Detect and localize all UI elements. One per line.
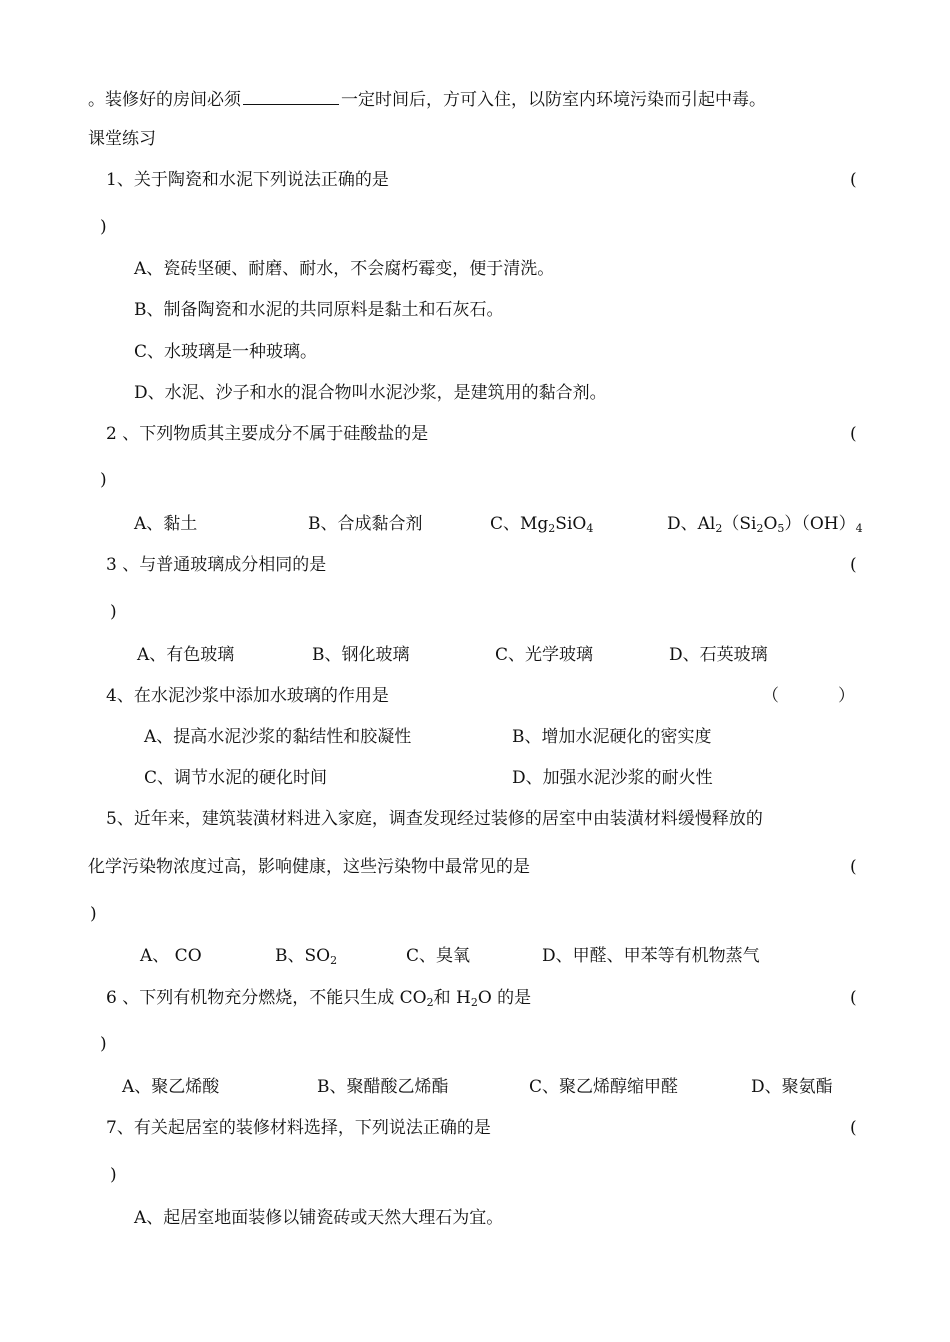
question-1-option-c: C、水玻璃是一种玻璃。	[134, 342, 318, 362]
question-5-option-b: B、$SO_2$	[275, 946, 338, 967]
section-title: 课堂练习	[88, 129, 156, 149]
answer-paren-close: )	[90, 904, 97, 924]
question-3-stem: 3 、与普通玻璃成分相同的是	[106, 555, 327, 575]
answer-paren-open: （	[762, 686, 779, 706]
answer-paren-close: )	[100, 1034, 107, 1054]
question-1-stem: 1、关于陶瓷和水泥下列说法正确的是	[106, 170, 389, 190]
question-2-stem: 2 、下列物质其主要成分不属于硅酸盐的是	[106, 424, 429, 444]
question-7-option-a: A、起居室地面装修以铺瓷砖或天然大理石为宜。	[134, 1208, 504, 1228]
intro-text-before: 。装修好的房间必须	[88, 90, 241, 110]
answer-paren-close: )	[110, 1165, 117, 1185]
question-2-option-d: D、$Al_2(Si_2O_5)(OH)_4$	[667, 514, 863, 535]
answer-paren-close: )	[110, 602, 117, 622]
question-4-stem: 4、在水泥沙浆中添加水玻璃的作用是	[106, 686, 389, 706]
answer-paren-open: (	[850, 1118, 857, 1138]
answer-paren-open: (	[850, 424, 857, 444]
question-6-stem: 6 、下列有机物充分燃烧，不能只生成 $CO_2$和 $H_2O$ 的是	[106, 988, 532, 1009]
answer-paren-open: (	[850, 555, 857, 575]
question-6-option-a: A、聚乙烯酸	[122, 1077, 220, 1097]
answer-paren-open: (	[850, 170, 857, 190]
question-2-option-a: A、黏土	[134, 514, 198, 534]
question-5-option-c: C、臭氧	[406, 946, 471, 966]
intro-line	[88, 88, 766, 111]
question-6-option-b: B、聚醋酸乙烯酯	[317, 1077, 449, 1097]
answer-paren-close: )	[100, 470, 107, 490]
answer-paren-open: (	[850, 857, 857, 877]
question-5-stem-line-1: 5、近年来，建筑装潢材料进入家庭，调查发现经过装修的居室中由装潢材料缓慢释放的	[106, 809, 763, 829]
answer-paren-close: ）	[838, 686, 855, 706]
question-4-option-c: C、调节水泥的硬化时间	[144, 768, 328, 788]
question-2-option-c: C、$Mg_2SiO_4$	[490, 514, 594, 535]
answer-paren-open: (	[850, 988, 857, 1008]
question-6-option-d: D、聚氨酯	[751, 1077, 833, 1097]
question-6-option-c: C、聚乙烯醇缩甲醛	[529, 1077, 679, 1097]
question-5-option-a: A、 CO	[140, 946, 202, 966]
question-5-option-d: D、甲醛、甲苯等有机物蒸气	[542, 946, 760, 966]
question-4-option-b: B、增加水泥硬化的密实度	[512, 727, 712, 747]
intro-text-after: 一定时间后，方可入住，以防室内环境污染而引起中毒。	[341, 90, 766, 110]
fill-blank	[243, 88, 339, 105]
question-1-option-b: B、制备陶瓷和水泥的共同原料是黏土和石灰石。	[134, 300, 504, 320]
question-1-option-a: A、瓷砖坚硬、耐磨、耐水，不会腐朽霉变，便于清洗。	[134, 259, 555, 279]
question-3-option-a: A、有色玻璃	[137, 645, 235, 665]
answer-paren-close: )	[100, 217, 107, 237]
question-7-stem: 7、有关起居室的装修材料选择，下列说法正确的是	[106, 1118, 491, 1138]
question-3-option-c: C、光学玻璃	[495, 645, 594, 665]
question-2-option-b: B、合成黏合剂	[308, 514, 423, 534]
question-1-option-d: D、水泥、沙子和水的混合物叫水泥沙浆，是建筑用的黏合剂。	[134, 383, 607, 403]
question-5-stem-line-2: 化学污染物浓度过高，影响健康，这些污染物中最常见的是	[88, 857, 530, 877]
question-4-option-d: D、加强水泥沙浆的耐火性	[512, 768, 713, 788]
question-3-option-d: D、石英玻璃	[669, 645, 768, 665]
question-4-option-a: A、提高水泥沙浆的黏结性和胶凝性	[144, 727, 412, 747]
question-3-option-b: B、钢化玻璃	[312, 645, 410, 665]
